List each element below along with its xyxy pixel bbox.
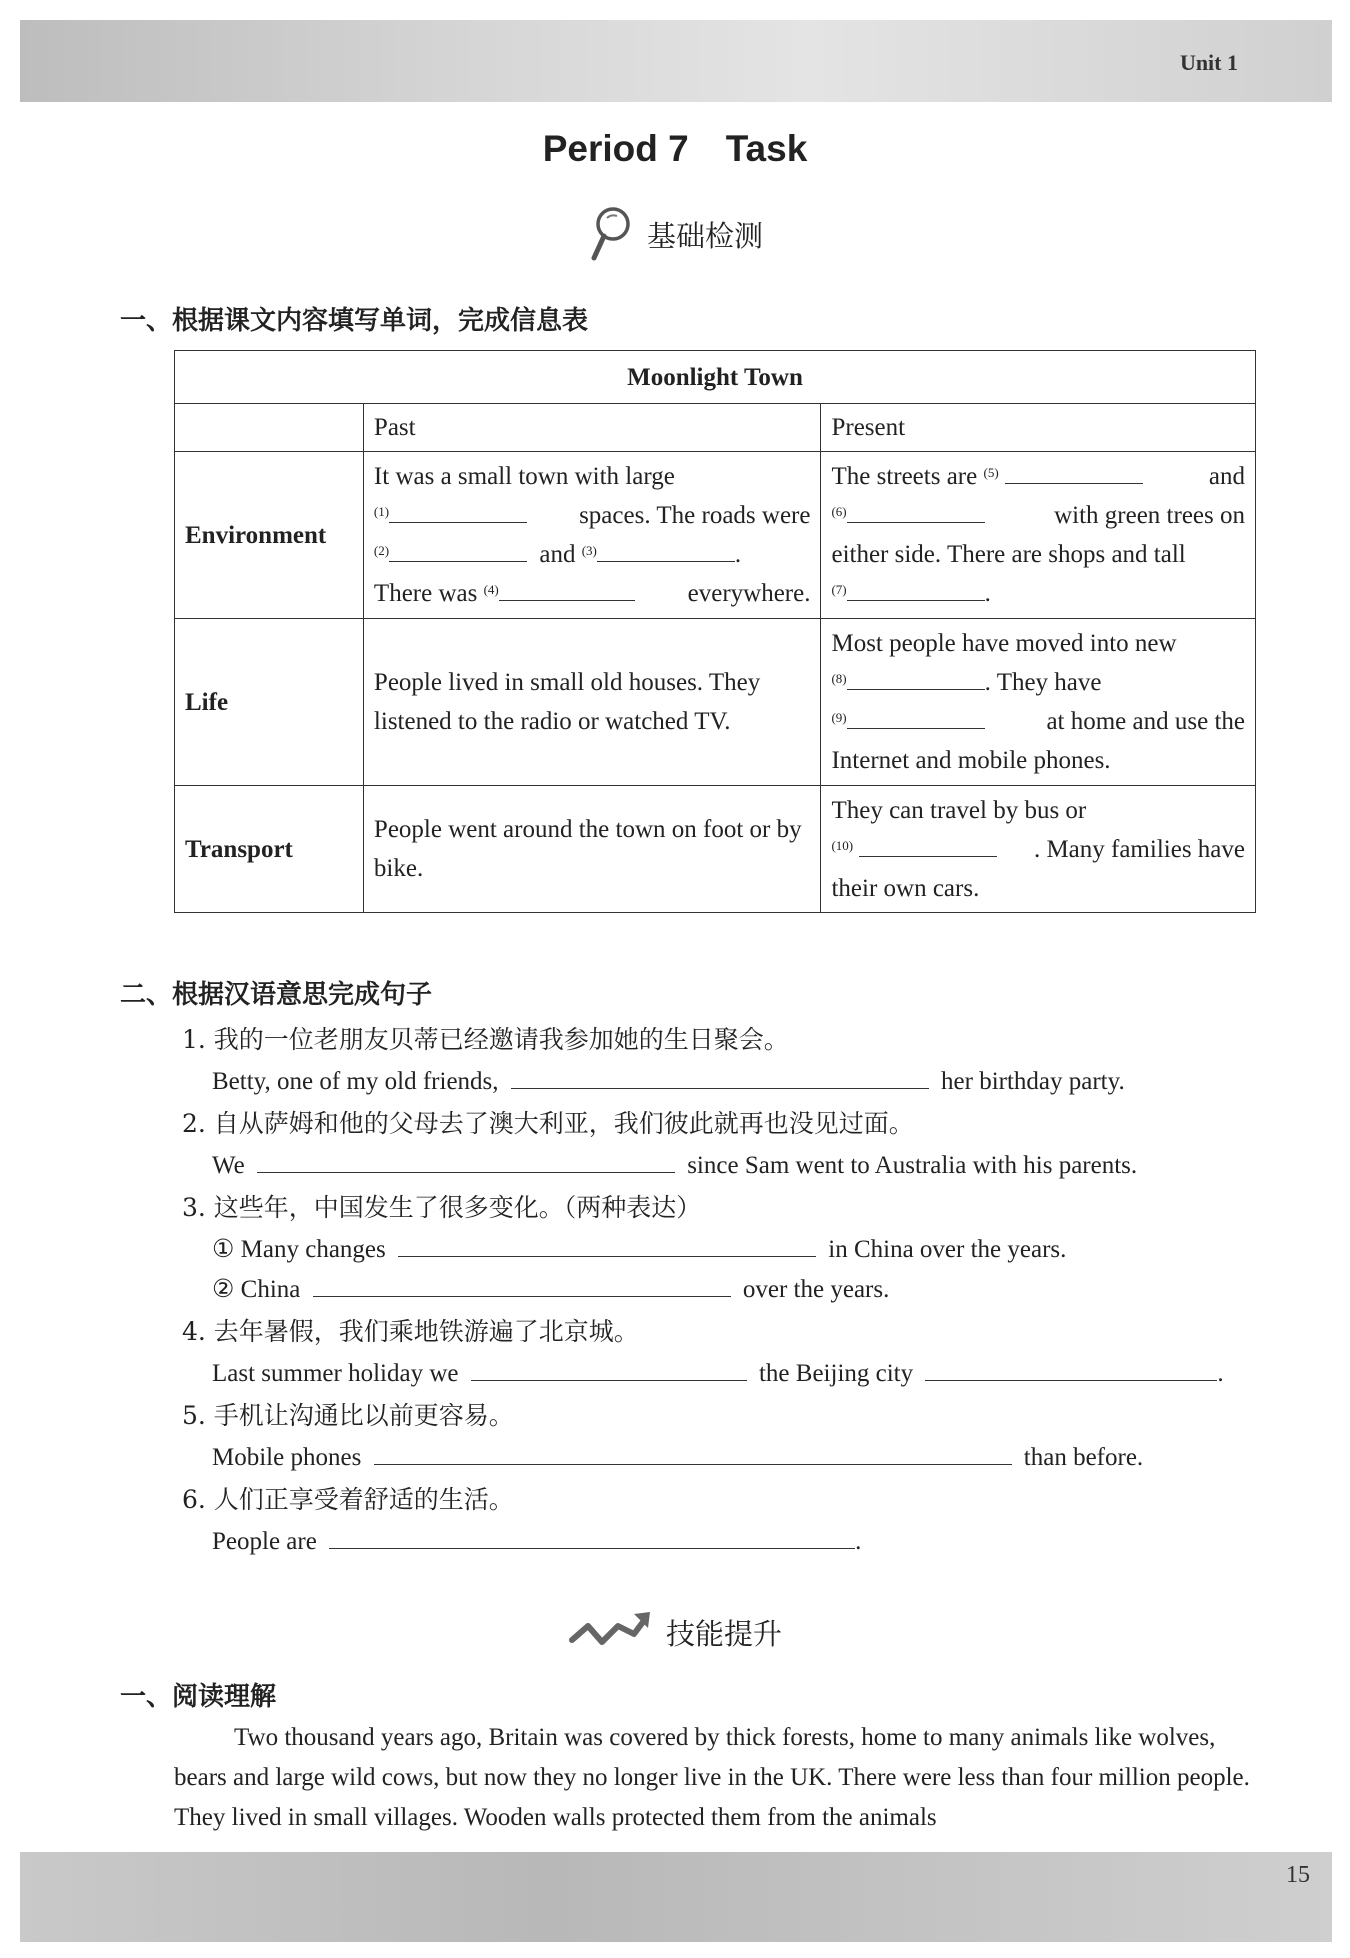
top-band xyxy=(20,20,1332,102)
text: . xyxy=(1217,1360,1224,1387)
question-2-cn: 2. 自从萨姆和他的父母去了澳大利亚，我们彼此就再也没见过面。 xyxy=(182,1109,914,1138)
page-number: 15 xyxy=(1286,1862,1310,1888)
blank-number: (2) xyxy=(373,543,390,558)
reading-passage xyxy=(174,1718,1256,1838)
text: with green trees on xyxy=(1054,502,1245,529)
cell-environment-past xyxy=(363,452,821,619)
answer-blank-2[interactable] xyxy=(389,535,527,562)
section-skill-label: 技能提升 xyxy=(665,1616,782,1651)
answer-blank-1[interactable] xyxy=(389,496,527,523)
cell-life-past: People lived in small old houses. They listened to the radio or watched TV. xyxy=(363,619,821,786)
question-3-cn: 3. 这些年，中国发生了很多变化。（两种表达） xyxy=(182,1193,702,1222)
blank-number: (5) xyxy=(983,465,999,480)
text: since Sam went to Australia with his parents. xyxy=(687,1152,1138,1179)
text: . xyxy=(855,1528,862,1555)
text: at home and use the xyxy=(1046,708,1245,735)
text: in China over the years. xyxy=(828,1236,1067,1263)
part3-heading: 一、阅读理解 xyxy=(120,1682,277,1712)
text: Mobile phones xyxy=(212,1444,362,1471)
text: Most people have moved into new xyxy=(831,630,1177,657)
info-table xyxy=(174,350,1256,913)
question-2-answer xyxy=(212,1146,1137,1180)
text: ② China xyxy=(212,1276,301,1303)
blank-number: (10) xyxy=(831,837,854,853)
question-4-cn: 4. 去年暑假，我们乘地铁游遍了北京城。 xyxy=(182,1317,639,1346)
cell-transport-past: People went around the town on foot or by bike. xyxy=(363,786,821,913)
cell-transport-present xyxy=(821,786,1256,913)
answer-line[interactable] xyxy=(374,1438,1012,1465)
blank-number: (8) xyxy=(831,671,847,686)
part1-heading: 一、根据课文内容填写单词，完成信息表 xyxy=(120,306,589,336)
question-5-answer xyxy=(212,1438,1143,1472)
section-skill-heading xyxy=(0,1610,1350,1654)
text: It was a small town with large xyxy=(373,463,675,490)
text: than before. xyxy=(1023,1444,1144,1471)
reading-paragraph: Two thousand years ago, Britain was covered by thick forests, home to many animals like wolves, bears and large wild cows, but now they no longer live in the UK. There were less than four million people. They lived in small villages. Wooden walls protected them from the animals xyxy=(174,1724,1250,1831)
col-header-present: Present xyxy=(821,404,1256,452)
part2-heading: 二、根据汉语意思完成句子 xyxy=(120,980,433,1010)
answer-blank-4[interactable] xyxy=(499,574,635,601)
row-label-life: Life xyxy=(175,619,364,786)
text: her birthday party. xyxy=(941,1068,1125,1095)
text: There was xyxy=(373,580,478,607)
answer-blank-10[interactable] xyxy=(859,830,997,857)
question-6-answer xyxy=(212,1522,861,1556)
table-corner xyxy=(175,404,364,452)
question-1-answer xyxy=(212,1062,1125,1096)
question-4-answer xyxy=(212,1354,1224,1388)
unit-label: Unit 1 xyxy=(1179,50,1238,75)
text: spaces. The roads were xyxy=(579,502,811,529)
page-title: Period 7 Task xyxy=(542,128,808,169)
answer-blank-6[interactable] xyxy=(847,496,985,523)
blank-number: (4) xyxy=(483,582,499,597)
question-1-cn: 1. 我的一位老朋友贝蒂已经邀请我参加她的生日聚会。 xyxy=(182,1025,789,1054)
text: . They have xyxy=(984,669,1102,696)
bottom-band xyxy=(20,1852,1332,1942)
answer-line[interactable] xyxy=(511,1062,929,1089)
answer-line[interactable] xyxy=(398,1230,816,1257)
section-basic-heading xyxy=(0,204,1350,264)
text: People are xyxy=(212,1528,317,1555)
answer-blank-8[interactable] xyxy=(847,663,985,690)
text: We xyxy=(212,1152,245,1179)
answer-blank-9[interactable] xyxy=(847,702,985,729)
question-3-answer-a xyxy=(212,1230,1066,1264)
text: their own cars. xyxy=(831,874,980,902)
text: They can travel by bus or xyxy=(831,796,1087,824)
text: Betty, one of my old friends, xyxy=(212,1068,499,1095)
answer-blank-7[interactable] xyxy=(847,574,985,601)
blank-number: (6) xyxy=(831,504,847,519)
blank-number: (9) xyxy=(831,710,847,725)
text: The streets are xyxy=(831,463,978,490)
text: and xyxy=(1208,463,1245,490)
row-label-transport: Transport xyxy=(175,786,364,913)
trend-arrow-icon xyxy=(568,1610,652,1654)
question-5-cn: 5. 手机让沟通比以前更容易。 xyxy=(182,1401,514,1430)
text: Last summer holiday we xyxy=(212,1360,459,1387)
answer-blank-5[interactable] xyxy=(1005,457,1143,484)
text: . Many families have xyxy=(1033,835,1245,863)
text: the Beijing city xyxy=(758,1360,914,1387)
cell-environment-present xyxy=(821,452,1256,619)
text: everywhere. xyxy=(687,580,811,607)
blank-number: (7) xyxy=(831,582,847,597)
cell-life-present xyxy=(821,619,1256,786)
blank-number: (1) xyxy=(373,504,390,519)
text: and xyxy=(539,541,576,568)
text: . xyxy=(734,541,742,568)
blank-number: (3) xyxy=(581,543,597,558)
col-header-past: Past xyxy=(363,404,821,452)
answer-line[interactable] xyxy=(925,1354,1217,1381)
text: . xyxy=(984,580,991,607)
text: over the years. xyxy=(742,1276,890,1303)
section-basic-label: 基础检测 xyxy=(646,218,763,253)
text: Internet and mobile phones. xyxy=(831,747,1111,774)
answer-blank-3[interactable] xyxy=(597,535,735,562)
answer-line[interactable] xyxy=(471,1354,747,1381)
text: either side. There are shops and tall xyxy=(831,541,1186,568)
answer-line[interactable] xyxy=(329,1522,855,1549)
question-6-cn: 6. 人们正享受着舒适的生活。 xyxy=(182,1485,514,1514)
magnifier-icon xyxy=(587,204,633,264)
text: ① Many changes xyxy=(212,1236,386,1263)
answer-line[interactable] xyxy=(257,1146,675,1173)
table-title: Moonlight Town xyxy=(175,351,1256,404)
answer-line[interactable] xyxy=(313,1270,731,1297)
row-label-environment: Environment xyxy=(175,452,364,619)
question-3-answer-b xyxy=(212,1270,889,1304)
